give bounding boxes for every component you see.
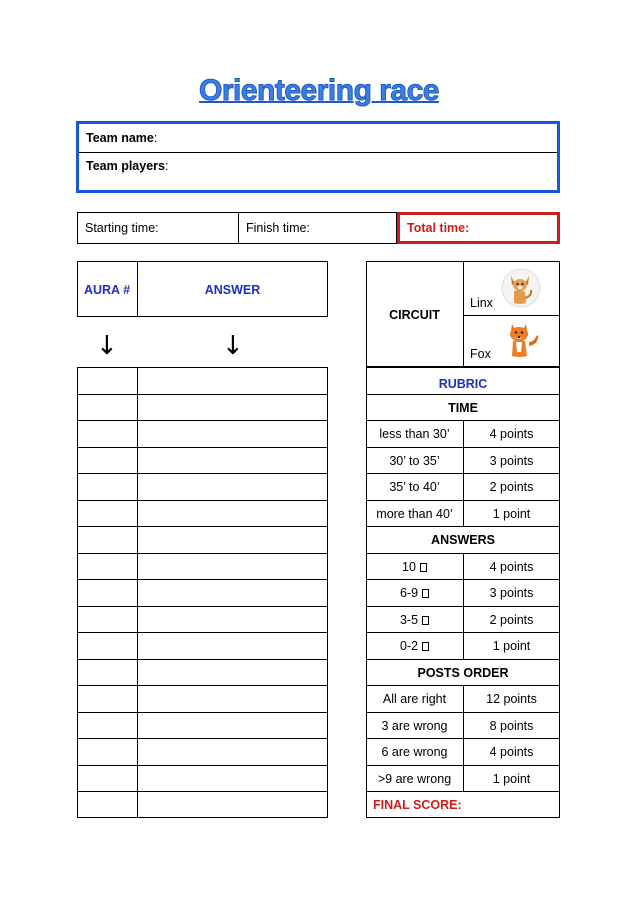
- aura-cell[interactable]: [77, 712, 137, 739]
- aura-cell[interactable]: [77, 791, 137, 818]
- aura-cell[interactable]: [77, 685, 137, 712]
- rubric-criterion: 3-5: [366, 613, 463, 627]
- rubric-section-heading: ANSWERS: [431, 533, 495, 547]
- rubric-section-heading: TIME: [448, 400, 478, 415]
- rubric-points: 3 points: [489, 453, 534, 468]
- rubric-points: 1 point: [492, 771, 531, 786]
- finish-time-field[interactable]: Finish time:: [238, 212, 397, 244]
- answer-cell[interactable]: [137, 500, 328, 527]
- aura-column-header: AURA #: [83, 283, 131, 297]
- answer-cell[interactable]: [137, 632, 328, 659]
- checkbox-icon[interactable]: [422, 616, 429, 625]
- team-players-row[interactable]: Team players:: [86, 159, 169, 173]
- aura-cell[interactable]: [77, 473, 137, 500]
- circuit-option-linx[interactable]: Linx: [470, 296, 493, 310]
- rubric-points: 4 points: [489, 559, 534, 574]
- rubric-criterion: 10: [366, 560, 463, 574]
- answer-cell[interactable]: [137, 712, 328, 739]
- final-score-label: FINAL SCORE:: [373, 798, 462, 812]
- rubric-criterion: 6 are wrong: [381, 745, 448, 759]
- circuit-option-fox[interactable]: Fox: [470, 347, 491, 361]
- rubric-points: 1 point: [492, 506, 531, 521]
- aura-cell[interactable]: [77, 659, 137, 686]
- rubric-section-heading: POSTS ORDER: [417, 665, 509, 680]
- checkbox-icon[interactable]: [422, 642, 429, 651]
- rubric-criterion: more than 40’: [376, 506, 453, 521]
- answer-cell[interactable]: [137, 659, 328, 686]
- checkbox-icon[interactable]: [420, 563, 427, 572]
- time-row: [77, 212, 561, 244]
- answer-cell[interactable]: [137, 765, 328, 792]
- aura-cell[interactable]: [77, 738, 137, 765]
- total-time-field[interactable]: Total time:: [397, 212, 560, 244]
- rubric-criterion: 35’ to 40’: [389, 480, 440, 494]
- rubric-criterion: 0-2: [366, 639, 463, 653]
- rubric-points: 4 points: [489, 427, 534, 441]
- aura-cell[interactable]: [77, 579, 137, 606]
- aura-cell[interactable]: [77, 394, 137, 421]
- page-title: Orienteering race: [199, 74, 439, 107]
- rubric-criterion: 30’ to 35’: [389, 453, 440, 468]
- aura-cell[interactable]: [77, 500, 137, 527]
- aura-cell[interactable]: [77, 367, 137, 394]
- team-name-label: Team name: [86, 131, 154, 145]
- rubric-points: 3 points: [489, 586, 534, 600]
- team-info-box: [76, 121, 560, 193]
- rubric-title: RUBRIC: [438, 377, 488, 391]
- answer-cell[interactable]: [137, 579, 328, 606]
- rubric-criterion: 6-9: [366, 586, 463, 600]
- rubric-points: 1 point: [492, 639, 531, 653]
- rubric-points: 8 points: [489, 718, 534, 733]
- answer-cell[interactable]: [137, 791, 328, 818]
- aura-cell[interactable]: [77, 765, 137, 792]
- answer-cell[interactable]: [137, 526, 328, 553]
- answer-cell[interactable]: [137, 420, 328, 447]
- answer-cell[interactable]: [137, 447, 328, 474]
- answer-cell[interactable]: [137, 394, 328, 421]
- lynx-icon: [501, 268, 541, 308]
- team-players-label: Team players: [86, 159, 165, 173]
- rubric-criterion: All are right: [382, 692, 447, 706]
- answer-cell[interactable]: [137, 606, 328, 633]
- answer-cell[interactable]: [137, 367, 328, 394]
- answer-cell[interactable]: [137, 473, 328, 500]
- aura-cell[interactable]: [77, 447, 137, 474]
- rubric-criterion: less than 30’: [379, 427, 450, 441]
- aura-down-arrow-icon: ↓: [96, 331, 118, 361]
- fox-icon: [502, 320, 542, 360]
- answer-cell[interactable]: [137, 553, 328, 580]
- aura-cell[interactable]: [77, 632, 137, 659]
- checkbox-icon[interactable]: [422, 589, 429, 598]
- answer-column-header: ANSWER: [204, 283, 261, 297]
- team-name-row[interactable]: Team name:: [79, 124, 557, 153]
- rubric-points: 4 points: [489, 745, 534, 759]
- rubric-points: 2 points: [489, 480, 534, 494]
- rubric-criterion: 3 are wrong: [381, 718, 448, 733]
- rubric-points: 2 points: [489, 612, 534, 627]
- aura-cell[interactable]: [77, 606, 137, 633]
- answer-cell[interactable]: [137, 685, 328, 712]
- circuit-label: CIRCUIT: [389, 308, 440, 322]
- answer-cell[interactable]: [137, 738, 328, 765]
- rubric-criterion: >9 are wrong: [377, 771, 452, 786]
- aura-cell[interactable]: [77, 526, 137, 553]
- aura-cell[interactable]: [77, 420, 137, 447]
- aura-cell[interactable]: [77, 553, 137, 580]
- rubric-points: 12 points: [486, 692, 537, 706]
- starting-time-field[interactable]: Starting time:: [77, 212, 239, 244]
- answer-down-arrow-icon: ↓: [222, 331, 244, 361]
